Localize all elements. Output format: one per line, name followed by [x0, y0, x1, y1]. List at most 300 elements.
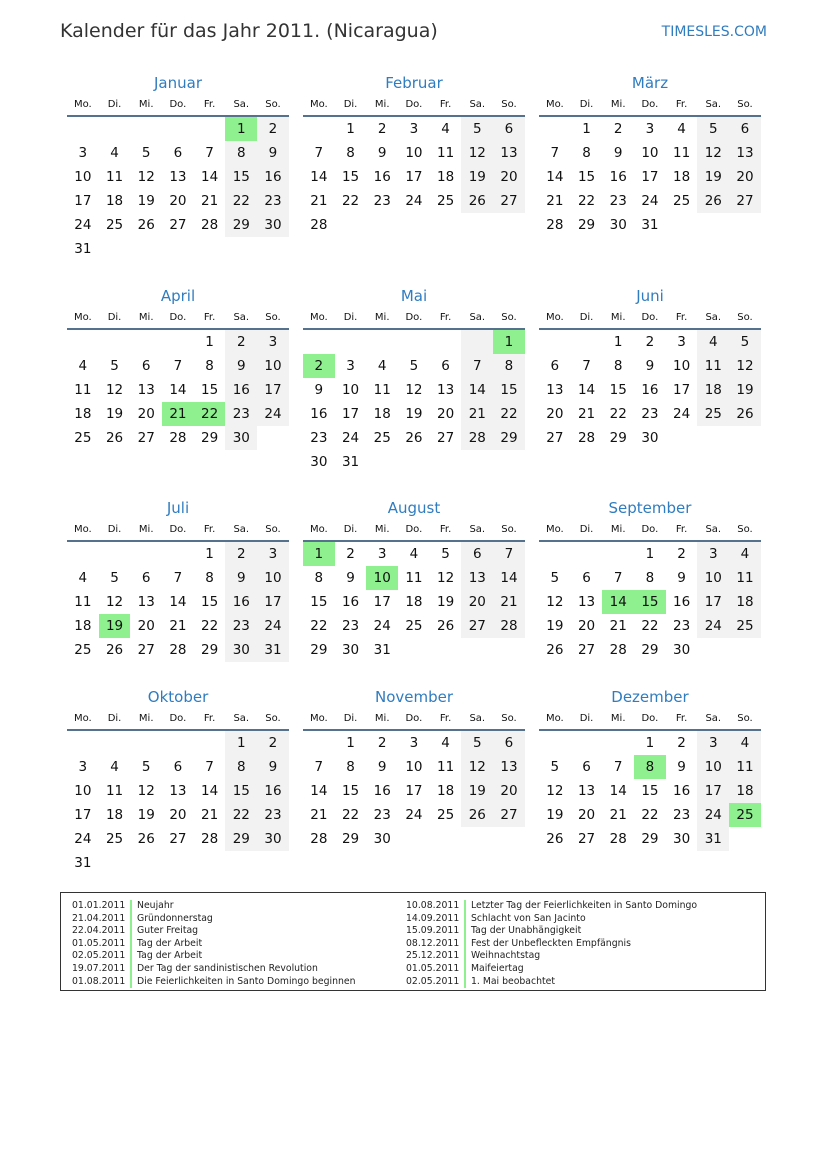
day-cell: 19	[546, 807, 564, 823]
day-cell: 21	[577, 406, 596, 422]
weekday-header	[303, 310, 525, 326]
legend-date: 10.08.2011	[406, 900, 466, 913]
day-cell: 8	[225, 141, 257, 165]
empty-cell	[225, 237, 257, 261]
day-cell: 2	[377, 121, 387, 137]
legend-row	[406, 963, 697, 976]
weekday-label: Mi.	[138, 312, 154, 323]
empty-cell	[99, 117, 131, 141]
month-2	[303, 73, 525, 237]
weekday-label: Mo.	[545, 312, 564, 323]
day-cell: 9	[257, 141, 289, 165]
day-cell: 2	[225, 542, 257, 566]
day-cell: 9	[377, 145, 387, 161]
day-cell: 21	[162, 402, 194, 426]
empty-cell	[194, 117, 226, 141]
day-cell: 16	[673, 783, 691, 799]
day-cell: 22	[641, 618, 659, 634]
weekday-header	[539, 97, 761, 113]
day-cell: 18	[729, 590, 761, 614]
day-cell: 4	[78, 358, 88, 374]
weekday-label: Do.	[641, 713, 659, 724]
weekday-label: Do.	[641, 524, 659, 535]
day-cell: 20	[169, 193, 187, 209]
empty-cell	[194, 851, 226, 875]
empty-cell	[303, 117, 335, 141]
legend-date: 01.05.2011	[72, 938, 132, 951]
day-cell: 17	[257, 378, 289, 402]
empty-cell	[162, 731, 194, 755]
day-cell: 10	[405, 759, 423, 775]
day-cell: 20	[137, 406, 155, 422]
empty-cell	[398, 213, 430, 237]
weekday-header	[67, 522, 289, 538]
legend-row	[406, 950, 697, 963]
day-grid	[67, 542, 289, 662]
month-8	[303, 498, 525, 662]
day-cell: 1	[225, 731, 257, 755]
day-grid	[303, 330, 525, 474]
day-cell: 28	[169, 642, 187, 658]
day-cell: 1	[303, 542, 335, 566]
day-cell: 26	[729, 402, 761, 426]
legend-column-left	[72, 900, 355, 988]
day-cell: 23	[257, 189, 289, 213]
empty-cell	[257, 237, 289, 261]
day-cell: 22	[341, 807, 360, 823]
empty-cell	[130, 330, 162, 354]
weekday-label: Di.	[107, 524, 122, 535]
day-cell: 23	[225, 614, 257, 638]
day-cell: 6	[493, 731, 525, 755]
day-cell: 24	[74, 831, 92, 847]
day-cell: 30	[373, 831, 391, 847]
weekday-label: Mi.	[374, 99, 390, 110]
day-cell: 25	[729, 614, 761, 638]
day-cell: 13	[729, 141, 761, 165]
day-cell: 3	[346, 358, 355, 374]
empty-cell	[335, 330, 367, 354]
day-cell: 8	[205, 570, 214, 586]
weekday-header	[67, 711, 289, 727]
day-cell: 3	[677, 334, 686, 350]
legend-date: 02.05.2011	[72, 950, 132, 963]
day-cell: 18	[74, 618, 92, 634]
day-cell: 27	[729, 189, 761, 213]
empty-cell	[366, 330, 398, 354]
legend-date: 15.09.2011	[406, 925, 466, 938]
day-cell: 24	[257, 402, 289, 426]
day-cell: 30	[225, 426, 257, 450]
day-cell: 26	[105, 642, 124, 658]
day-cell: 13	[577, 783, 596, 799]
day-cell: 2	[645, 334, 655, 350]
day-cell: 2	[677, 546, 686, 562]
weekday-label: So.	[265, 99, 281, 110]
day-cell: 17	[74, 193, 92, 209]
legend-row	[406, 900, 697, 913]
weekday-header	[539, 711, 761, 727]
day-cell: 2	[677, 735, 686, 751]
weekday-label: Do.	[169, 713, 187, 724]
day-cell: 17	[74, 807, 92, 823]
day-cell: 23	[257, 803, 289, 827]
day-cell: 22	[194, 402, 226, 426]
day-cell: 25	[105, 217, 124, 233]
day-cell: 16	[609, 169, 627, 185]
day-cell: 3	[257, 542, 289, 566]
empty-cell	[194, 731, 226, 755]
day-cell: 17	[373, 594, 391, 610]
day-cell: 25	[437, 193, 455, 209]
legend-row	[72, 950, 355, 963]
legend-date: 08.12.2011	[406, 938, 466, 951]
month-name: Juli	[166, 499, 190, 517]
weekday-label: Mi.	[374, 312, 390, 323]
day-cell: 13	[137, 594, 155, 610]
weekday-label: Do.	[405, 99, 423, 110]
day-cell: 5	[729, 330, 761, 354]
day-cell: 19	[461, 779, 493, 803]
empty-cell	[602, 542, 634, 566]
empty-cell	[729, 213, 761, 237]
day-cell: 28	[310, 217, 328, 233]
day-cell: 13	[493, 141, 525, 165]
day-cell: 25	[405, 618, 423, 634]
day-cell: 23	[641, 406, 659, 422]
month-name: Februar	[385, 74, 443, 92]
day-cell: 28	[577, 430, 596, 446]
day-cell: 27	[169, 217, 187, 233]
weekday-label: So.	[265, 713, 281, 724]
day-cell: 29	[493, 426, 525, 450]
day-cell: 5	[550, 759, 560, 775]
empty-cell	[697, 638, 729, 662]
legend-column-right	[406, 900, 697, 988]
day-cell: 20	[729, 165, 761, 189]
day-cell: 29	[641, 642, 659, 658]
day-cell: 21	[201, 807, 219, 823]
weekday-label: Mi.	[610, 312, 626, 323]
empty-cell	[162, 237, 194, 261]
day-cell: 10	[405, 145, 423, 161]
day-cell: 17	[697, 590, 729, 614]
empty-cell	[67, 117, 99, 141]
legend-date: 01.05.2011	[406, 963, 466, 976]
day-cell: 6	[493, 117, 525, 141]
day-cell: 16	[257, 165, 289, 189]
day-cell: 1	[645, 735, 655, 751]
day-cell: 18	[373, 406, 391, 422]
day-cell: 10	[341, 382, 360, 398]
day-cell: 15	[634, 590, 666, 614]
day-cell: 29	[341, 831, 360, 847]
day-cell: 16	[310, 406, 328, 422]
empty-cell	[493, 450, 525, 474]
day-cell: 7	[582, 358, 591, 374]
day-cell: 6	[550, 358, 560, 374]
day-cell: 17	[697, 779, 729, 803]
weekday-label: Mo.	[73, 524, 92, 535]
day-cell: 20	[546, 406, 564, 422]
day-cell: 13	[437, 382, 455, 398]
day-cell: 21	[169, 618, 187, 634]
weekday-label: So.	[265, 312, 281, 323]
weekday-label: Sa.	[469, 312, 486, 323]
day-cell: 9	[677, 570, 686, 586]
weekday-label: Sa.	[705, 524, 722, 535]
day-cell: 4	[377, 358, 387, 374]
day-cell: 9	[645, 358, 655, 374]
weekday-label: Mi.	[138, 99, 154, 110]
day-cell: 8	[613, 358, 623, 374]
day-cell: 2	[613, 121, 623, 137]
day-cell: 12	[105, 382, 124, 398]
day-cell: 5	[550, 570, 560, 586]
legend-holiday-name: Gründonnerstag	[137, 912, 213, 924]
day-cell: 14	[201, 169, 219, 185]
weekday-label: Mo.	[545, 713, 564, 724]
day-cell: 29	[225, 213, 257, 237]
day-cell: 22	[201, 618, 219, 634]
day-cell: 9	[613, 145, 623, 161]
empty-cell	[303, 330, 335, 354]
weekday-label: So.	[501, 312, 517, 323]
day-cell: 21	[461, 402, 493, 426]
empty-cell	[366, 213, 398, 237]
day-cell: 31	[697, 827, 729, 851]
day-cell: 7	[493, 542, 525, 566]
day-cell: 15	[493, 378, 525, 402]
day-cell: 26	[546, 642, 564, 658]
day-cell: 30	[310, 454, 328, 470]
brand-link[interactable]: TIMESLES.COM	[661, 24, 767, 40]
day-cell: 22	[609, 406, 627, 422]
day-grid	[539, 542, 761, 662]
day-cell: 29	[310, 642, 328, 658]
day-cell: 21	[609, 807, 627, 823]
day-cell: 16	[225, 378, 257, 402]
day-cell: 30	[673, 831, 691, 847]
weekday-label: So.	[265, 524, 281, 535]
day-cell: 27	[577, 831, 596, 847]
day-cell: 16	[373, 783, 391, 799]
legend-date: 02.05.2011	[406, 976, 466, 989]
empty-cell	[697, 426, 729, 450]
day-cell: 10	[697, 755, 729, 779]
day-cell: 29	[225, 827, 257, 851]
empty-cell	[366, 450, 398, 474]
day-cell: 3	[697, 731, 729, 755]
day-cell: 22	[225, 189, 257, 213]
day-cell: 29	[577, 217, 596, 233]
empty-cell	[666, 213, 698, 237]
day-cell: 6	[141, 358, 151, 374]
empty-cell	[99, 330, 131, 354]
page-title: Kalender für das Jahr 2011. (Nicaragua)	[60, 20, 438, 42]
day-cell: 22	[341, 193, 360, 209]
day-cell: 4	[441, 735, 450, 751]
day-cell: 23	[673, 807, 691, 823]
day-cell: 24	[641, 193, 659, 209]
day-cell: 23	[373, 193, 391, 209]
month-name: Dezember	[611, 688, 689, 706]
day-cell: 3	[645, 121, 655, 137]
weekday-label: So.	[501, 99, 517, 110]
day-cell: 31	[341, 454, 360, 470]
day-cell: 19	[729, 378, 761, 402]
day-cell: 30	[225, 638, 257, 662]
weekday-label: Sa.	[705, 713, 722, 724]
empty-cell	[162, 542, 194, 566]
day-cell: 20	[461, 590, 493, 614]
day-cell: 13	[169, 169, 187, 185]
legend-row	[72, 976, 355, 989]
day-cell: 10	[257, 566, 289, 590]
day-grid	[539, 731, 761, 851]
weekday-label: Fr.	[203, 312, 216, 323]
day-cell: 2	[346, 546, 355, 562]
weekday-label: Fr.	[439, 713, 452, 724]
legend-date: 01.01.2011	[72, 900, 132, 913]
weekday-label: Mi.	[374, 524, 390, 535]
day-cell: 21	[201, 193, 219, 209]
empty-cell	[602, 731, 634, 755]
day-cell: 29	[609, 430, 627, 446]
day-cell: 18	[105, 193, 124, 209]
empty-cell	[430, 638, 462, 662]
day-cell: 21	[310, 193, 328, 209]
weekday-header	[67, 97, 289, 113]
legend-date: 22.04.2011	[72, 925, 132, 938]
day-cell: 20	[137, 618, 155, 634]
empty-cell	[398, 638, 430, 662]
day-cell: 22	[641, 807, 659, 823]
day-cell: 25	[697, 402, 729, 426]
day-cell: 7	[205, 145, 214, 161]
day-cell: 7	[314, 145, 324, 161]
day-cell: 14	[461, 378, 493, 402]
day-cell: 6	[461, 542, 493, 566]
day-cell: 26	[137, 831, 155, 847]
day-cell: 14	[493, 566, 525, 590]
day-cell: 25	[74, 642, 92, 658]
day-cell: 18	[74, 406, 92, 422]
weekday-label: Do.	[641, 99, 659, 110]
day-cell: 28	[493, 614, 525, 638]
day-cell: 24	[697, 803, 729, 827]
empty-cell	[697, 213, 729, 237]
month-1	[67, 73, 289, 261]
day-cell: 24	[405, 193, 423, 209]
day-cell: 22	[493, 402, 525, 426]
weekday-label: Do.	[169, 312, 187, 323]
legend-row	[72, 963, 355, 976]
empty-cell	[162, 851, 194, 875]
day-cell: 9	[257, 755, 289, 779]
day-cell: 18	[437, 169, 455, 185]
legend-holiday-name: Weihnachtstag	[471, 950, 541, 962]
day-cell: 8	[582, 145, 591, 161]
day-cell: 31	[74, 241, 92, 257]
day-cell: 31	[373, 642, 391, 658]
day-cell: 4	[409, 546, 419, 562]
weekday-label: Mi.	[138, 713, 154, 724]
legend-holiday-name: Tag der Arbeit	[137, 950, 203, 962]
day-cell: 26	[137, 217, 155, 233]
day-cell: 31	[74, 855, 92, 871]
month-name: Mai	[400, 287, 428, 305]
day-cell: 1	[493, 330, 525, 354]
weekday-label: Do.	[169, 99, 187, 110]
day-cell: 5	[110, 570, 119, 586]
day-cell: 7	[314, 759, 324, 775]
day-cell: 16	[373, 169, 391, 185]
day-cell: 25	[437, 807, 455, 823]
day-cell: 6	[173, 759, 183, 775]
day-cell: 11	[697, 354, 729, 378]
month-name: April	[160, 287, 196, 305]
day-cell: 12	[461, 141, 493, 165]
day-cell: 28	[201, 217, 219, 233]
day-cell: 11	[729, 566, 761, 590]
day-cell: 23	[310, 430, 328, 446]
empty-cell	[398, 827, 430, 851]
day-cell: 16	[641, 382, 659, 398]
weekday-label: Di.	[579, 312, 594, 323]
day-cell: 11	[437, 759, 455, 775]
day-cell: 2	[303, 354, 335, 378]
day-cell: 20	[493, 779, 525, 803]
day-cell: 10	[697, 566, 729, 590]
day-cell: 30	[257, 827, 289, 851]
legend-row	[406, 938, 697, 951]
day-cell: 29	[641, 831, 659, 847]
day-cell: 13	[546, 382, 564, 398]
day-cell: 4	[78, 570, 88, 586]
weekday-label: Sa.	[469, 713, 486, 724]
day-cell: 14	[201, 783, 219, 799]
day-cell: 26	[405, 430, 423, 446]
day-cell: 31	[641, 217, 659, 233]
day-cell: 16	[673, 594, 691, 610]
day-cell: 7	[461, 354, 493, 378]
day-cell: 27	[577, 642, 596, 658]
day-cell: 15	[577, 169, 596, 185]
day-cell: 11	[105, 783, 124, 799]
day-cell: 20	[169, 807, 187, 823]
weekday-label: So.	[737, 99, 753, 110]
weekday-label: Mo.	[309, 312, 328, 323]
day-cell: 8	[346, 759, 355, 775]
day-cell: 6	[582, 570, 591, 586]
empty-cell	[461, 213, 493, 237]
empty-cell	[493, 213, 525, 237]
day-cell: 19	[405, 406, 423, 422]
day-cell: 4	[110, 145, 119, 161]
legend-holiday-name: Guter Freitag	[137, 925, 199, 937]
day-cell: 26	[437, 618, 455, 634]
day-cell: 23	[373, 807, 391, 823]
day-cell: 23	[609, 193, 627, 209]
day-cell: 21	[310, 807, 328, 823]
weekday-label: So.	[501, 713, 517, 724]
day-grid	[539, 117, 761, 237]
day-cell: 13	[577, 594, 596, 610]
day-cell: 4	[441, 121, 450, 137]
weekday-label: Do.	[405, 713, 423, 724]
day-cell: 11	[405, 570, 423, 586]
